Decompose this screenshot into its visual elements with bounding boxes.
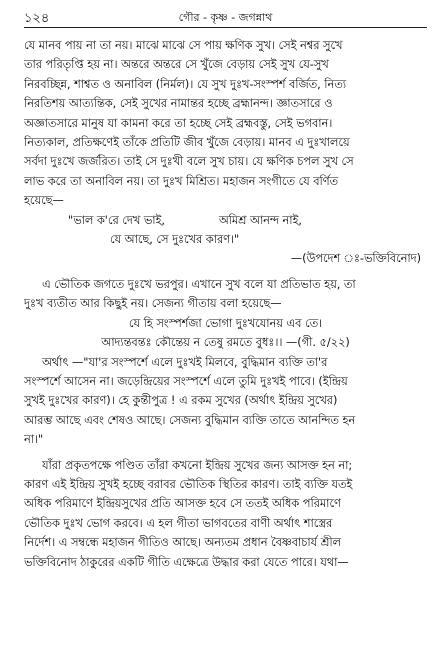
page-header xyxy=(24,6,427,28)
gita-verse xyxy=(24,314,427,353)
paragraph-4 xyxy=(24,456,427,572)
text-line: কারণ এই ইন্দ্রিয় সুখই হচ্ছে বরাবর ভৌতিক স্থিতির কারণ। তাই ব্যক্তি যতই xyxy=(24,477,353,491)
song-quote xyxy=(24,211,427,269)
text-line: অধিক পরিমাণে ইন্দ্রিয়সুখের প্রতি আসক্ত হবে সে ততই অধিক পরিমাণে xyxy=(24,497,341,511)
text-line: হয়েছে— xyxy=(24,194,64,208)
quote-line: "ভাল ক'রে দেখ ভাই, অমিশ্র আনন্দ নাই, xyxy=(68,213,303,227)
quote-attribution: —(উপদেশ ঃ-ভক্তিবিনোদ) xyxy=(290,252,421,266)
paragraph-2 xyxy=(24,275,427,314)
paragraph-3 xyxy=(24,353,427,450)
text-line: লাভ করে তা অনাবিল নয়। তা দুঃখ মিশ্রিত। মহাজন সংগীতে যে বর্ণিত xyxy=(24,174,339,188)
page-number: ১২৪ xyxy=(24,11,50,26)
text-line: যাঁরা প্রকৃতপক্ষে পণ্ডিত তাঁরা কখনো ইন্দ্রিয় সুখের জন্য আসক্ত হন না; xyxy=(42,458,353,472)
verse-line: যে হি সংস্পর্শজা ভোগা দুঃখযোনয় এব তে। xyxy=(128,316,323,330)
text-line: দুঃখ ব্যতীত আর কিছুই নয়। সেজন্য গীতায় বলা হয়েছে— xyxy=(24,297,282,311)
text-line: সংস্পর্শে আসেন না। জড়েন্দ্রিয়ের সংস্পর্শে এলে তুমি দুঃখই পাবে। (ইন্দ্রিয় xyxy=(24,374,348,388)
text-line: নির্দেশ। এ সম্বন্ধে মহাজন গীতিও আছে। অন্যতম প্রধান বৈষ্ণবাচার্য শ্রীল xyxy=(24,536,341,550)
text-line: নিত্যকাল, প্রতিক্ষণেই তাঁকে প্রতিটি জীব খুঁজে বেড়ায়। মানব এ দুঃখালয়ে xyxy=(24,136,350,150)
text-line: তার পরিতৃপ্তি হয় না। অন্তরে অন্তরে সে খুঁজে বেড়ায় সেই সুখ যে-সুখ xyxy=(24,58,329,72)
text-line: যে মানব পায় না তা নয়। মাঝে মাঝে সে পায় ক্ষণিক সুখ। সেই নশ্বর সুখে xyxy=(24,39,343,52)
text-line: আরম্ভ আছে এবং শেষও আছে। সেজন্য বুদ্ধিমান ব্যক্তি তাতে আনন্দিত হন xyxy=(24,413,356,427)
text-line: এ ভৌতিক জগতে দুঃখে ভরপুর। এখানে সুখ বলে যা প্রতিভাত হয়, তা xyxy=(42,277,356,291)
verse-line: আদ্যন্তবন্তঃ কৌন্তেয় ন তেষু রমতে বুধঃ।। —(গী. ৫/২২) xyxy=(101,336,350,350)
text-line: সুখই দুঃখের কারণ)। হে কুন্তীপুত্র ! এ রকম সুখের (অর্থাৎ ইন্দ্রিয় সুখের) xyxy=(24,394,338,408)
text-line: অর্থাৎ —"যা'র সংস্পর্শে এলে দুঃখই মিলবে, বুদ্ধিমান ব্যক্তি তা'র xyxy=(42,355,328,369)
text-line: ভৌতিক দুঃখ ভোগ করবে। এ হল গীতা ভাগবতের বাণী অর্থাৎ শাস্ত্রের xyxy=(24,516,333,530)
text-line: সর্বদা দুঃখে জর্জরিত। তাই সে দুঃখী বলে সুখ চায়। যে ক্ষণিক চপল সুখ সে xyxy=(24,155,354,169)
header-rule xyxy=(24,27,427,28)
text-line: না।" xyxy=(24,433,44,447)
running-title: গৌর - কৃষ্ণ - জগন্নাথ xyxy=(178,11,273,24)
page-body xyxy=(24,36,427,572)
text-line: অজ্ঞাতসারে মানুষ যা কামনা করে তা হচ্ছে সেই ব্রহ্মবস্তু, সেই ভগবান। xyxy=(24,116,333,130)
quote-line: যে আছে, সে দুঃখের কারণ।" xyxy=(110,233,240,247)
text-line: নিরতিশয় আত্যন্তিক, সেই সুখের নামান্তর হচ্ছে ব্রহ্মানন্দ। জ্ঞাতসারে ও xyxy=(24,97,333,111)
text-line: ভক্তিবিনোদ ঠাকুরের একটি গীতি এক্ষেত্রে উদ্ধার করা যেতে পারে। যথা— xyxy=(24,555,349,569)
text-line: নিরবচ্ছিন্ন, শাশ্বত ও অনাবিল (নির্মল)। যে সুখ দুঃখ-সংস্পর্শ বর্জিত, নিত্য xyxy=(24,77,347,91)
paragraph-1 xyxy=(24,36,427,211)
